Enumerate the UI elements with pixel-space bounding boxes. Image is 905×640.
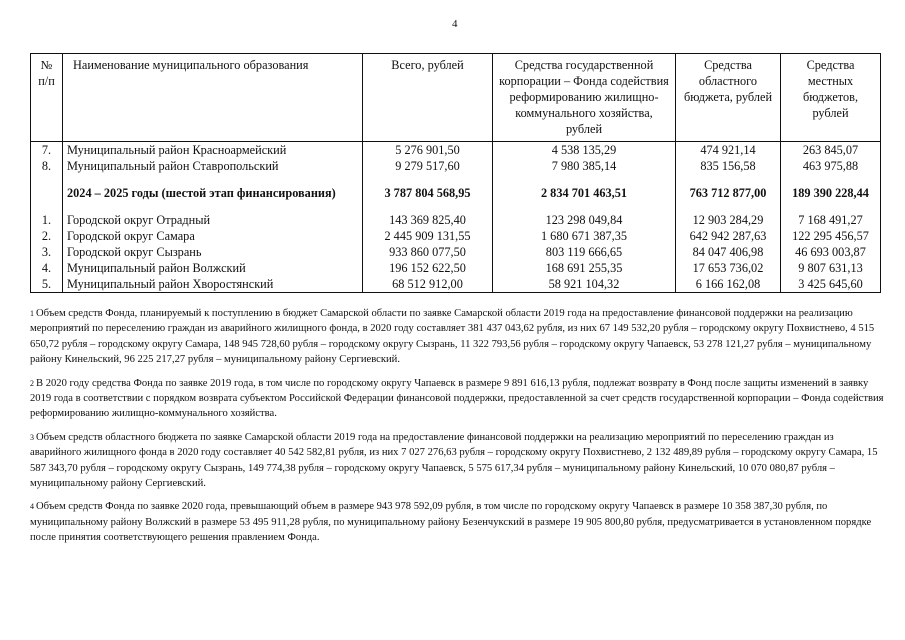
footnote-mark: 3 [30, 432, 34, 442]
header-name: Наименование муниципального образования [63, 54, 363, 142]
row-total: 933 860 077,50 [363, 244, 493, 260]
group-title: 2024 – 2025 годы (шестой этап финансирования) [63, 174, 363, 212]
table-group-row [31, 174, 881, 212]
table-row [31, 260, 881, 276]
row-regional: 12 903 284,29 [676, 212, 781, 228]
group-local: 189 390 228,44 [781, 174, 881, 212]
row-name: Городской округ Самара [63, 228, 363, 244]
row-total: 68 512 912,00 [363, 276, 493, 293]
row-fund: 803 119 666,65 [493, 244, 676, 260]
footnote-mark: 2 [30, 378, 34, 388]
row-fund: 123 298 049,84 [493, 212, 676, 228]
row-local: 9 807 631,13 [781, 260, 881, 276]
row-regional: 6 166 162,08 [676, 276, 781, 293]
group-regional: 763 712 877,00 [676, 174, 781, 212]
row-fund: 7 980 385,14 [493, 158, 676, 174]
row-local: 3 425 645,60 [781, 276, 881, 293]
row-name: Муниципальный район Ставропольский [63, 158, 363, 174]
row-num: 3. [31, 244, 63, 260]
row-local: 46 693 003,87 [781, 244, 881, 260]
table-row [31, 276, 881, 293]
row-fund: 168 691 255,35 [493, 260, 676, 276]
page-number: 4 [452, 18, 458, 30]
footnote-4 [30, 499, 885, 545]
footnote-text: В 2020 году средства Фонда по заявке 2019 года, в том числе по городскому округу Чапаевск в размере 9 891 616,13 рубля, подлежат возврату в Фонд после защиты изменений в заявку 2019 года в соответствии с порядком возврата субъектом Российской Федерации финансовой поддержки, предоставленной за счет средств государственной корпорации – Фонда содействия реформированию жилищно-коммунального хозяйства. [30, 377, 884, 420]
row-total: 5 276 901,50 [363, 142, 493, 159]
row-name: Муниципальный район Хворостянский [63, 276, 363, 293]
row-name: Муниципальный район Красноармейский [63, 142, 363, 159]
row-num: 4. [31, 260, 63, 276]
footnote-3 [30, 430, 885, 492]
group-total: 3 787 804 568,95 [363, 174, 493, 212]
table-header-row [31, 54, 881, 142]
row-regional: 642 942 287,63 [676, 228, 781, 244]
footnote-text: Объем средств областного бюджета по заявке Самарской области 2019 года на предоставление финансовой поддержки на реализацию мероприятий по переселению граждан из аварийного жилищного фонда в 2020 году составляет 40 542 582,81 рубля, из них 7 027 276,63 рубля – городскому округу Похвистнево, 2 132 489,89 рубля – городскому округу Самара, 15 587 343,70 рубля – городскому округу Сызрань, 149 774,38 рубля – городскому округу Чапаевск, 5 575 617,34 рубля – муниципальному району Кинельский, 10 070 080,87 рубля – муниципальному району Сергиевский. [30, 431, 878, 490]
header-num: № п/п [31, 54, 63, 142]
row-total: 2 445 909 131,55 [363, 228, 493, 244]
row-total: 143 369 825,40 [363, 212, 493, 228]
row-name: Городской округ Отрадный [63, 212, 363, 228]
footnotes [30, 306, 885, 554]
row-total: 196 152 622,50 [363, 260, 493, 276]
row-num: 5. [31, 276, 63, 293]
header-regional: Средства областного бюджета, рублей [676, 54, 781, 142]
footnote-2 [30, 376, 885, 422]
table-row [31, 212, 881, 228]
row-fund: 4 538 135,29 [493, 142, 676, 159]
table-row [31, 142, 881, 159]
footnote-1 [30, 306, 885, 368]
row-fund: 1 680 671 387,35 [493, 228, 676, 244]
footnote-text: Объем средств Фонда по заявке 2020 года, превышающий объем в размере 943 978 592,09 рубля, в том числе по городскому округу Чапаевск в размере 10 358 387,30 рубля, по муниципальному району Волжский в размере 53 495 911,28 рубля, по муниципальному району Безенчукский в размере 19 905 800,80 рубля, предусматривается в установленном порядке после принятия соответствующего решения правлением Фонда. [30, 501, 872, 544]
row-local: 463 975,88 [781, 158, 881, 174]
row-num: 2. [31, 228, 63, 244]
row-name: Муниципальный район Волжский [63, 260, 363, 276]
row-num: 1. [31, 212, 63, 228]
row-name: Городской округ Сызрань [63, 244, 363, 260]
header-fund: Средства государственной корпорации – Фонда содействия реформированию жилищно-коммунального хозяйства, рублей [493, 54, 676, 142]
table-row [31, 158, 881, 174]
footnote-text: Объем средств Фонда, планируемый к поступлению в бюджет Самарской области по заявке Самарской области 2019 года на предоставление финансовой поддержки на реализацию мероприятий по переселению граждан из аварийного жилищного фонда, в 2020 году составляет 381 437 043,62 рубля, из них 67 149 532,20 рубля – городскому округу Похвистнево, 4 515 650,72 рубля – городскому округу Самара, 148 945 728,60 рубля – городскому округу Сызрань, 11 322 793,56 рубля – городскому округу Чапаевск, 53 278 121,27 рубля – муниципальному району Кинельский, 96 225 217,27 рубля – муниципальному району Сергиевский. [30, 308, 875, 366]
financing-table [30, 53, 881, 293]
row-regional: 474 921,14 [676, 142, 781, 159]
row-num [31, 174, 63, 212]
table-row [31, 228, 881, 244]
row-regional: 835 156,58 [676, 158, 781, 174]
footnote-mark: 1 [30, 309, 34, 318]
footnote-mark: 4 [30, 502, 34, 512]
header-local: Средства местных бюджетов, рублей [781, 54, 881, 142]
row-total: 9 279 517,60 [363, 158, 493, 174]
row-num: 7. [31, 142, 63, 159]
row-fund: 58 921 104,32 [493, 276, 676, 293]
row-local: 263 845,07 [781, 142, 881, 159]
row-regional: 84 047 406,98 [676, 244, 781, 260]
group-fund: 2 834 701 463,51 [493, 174, 676, 212]
row-local: 122 295 456,57 [781, 228, 881, 244]
row-num: 8. [31, 158, 63, 174]
row-regional: 17 653 736,02 [676, 260, 781, 276]
row-local: 7 168 491,27 [781, 212, 881, 228]
header-total: Всего, рублей [363, 54, 493, 142]
table-row [31, 244, 881, 260]
